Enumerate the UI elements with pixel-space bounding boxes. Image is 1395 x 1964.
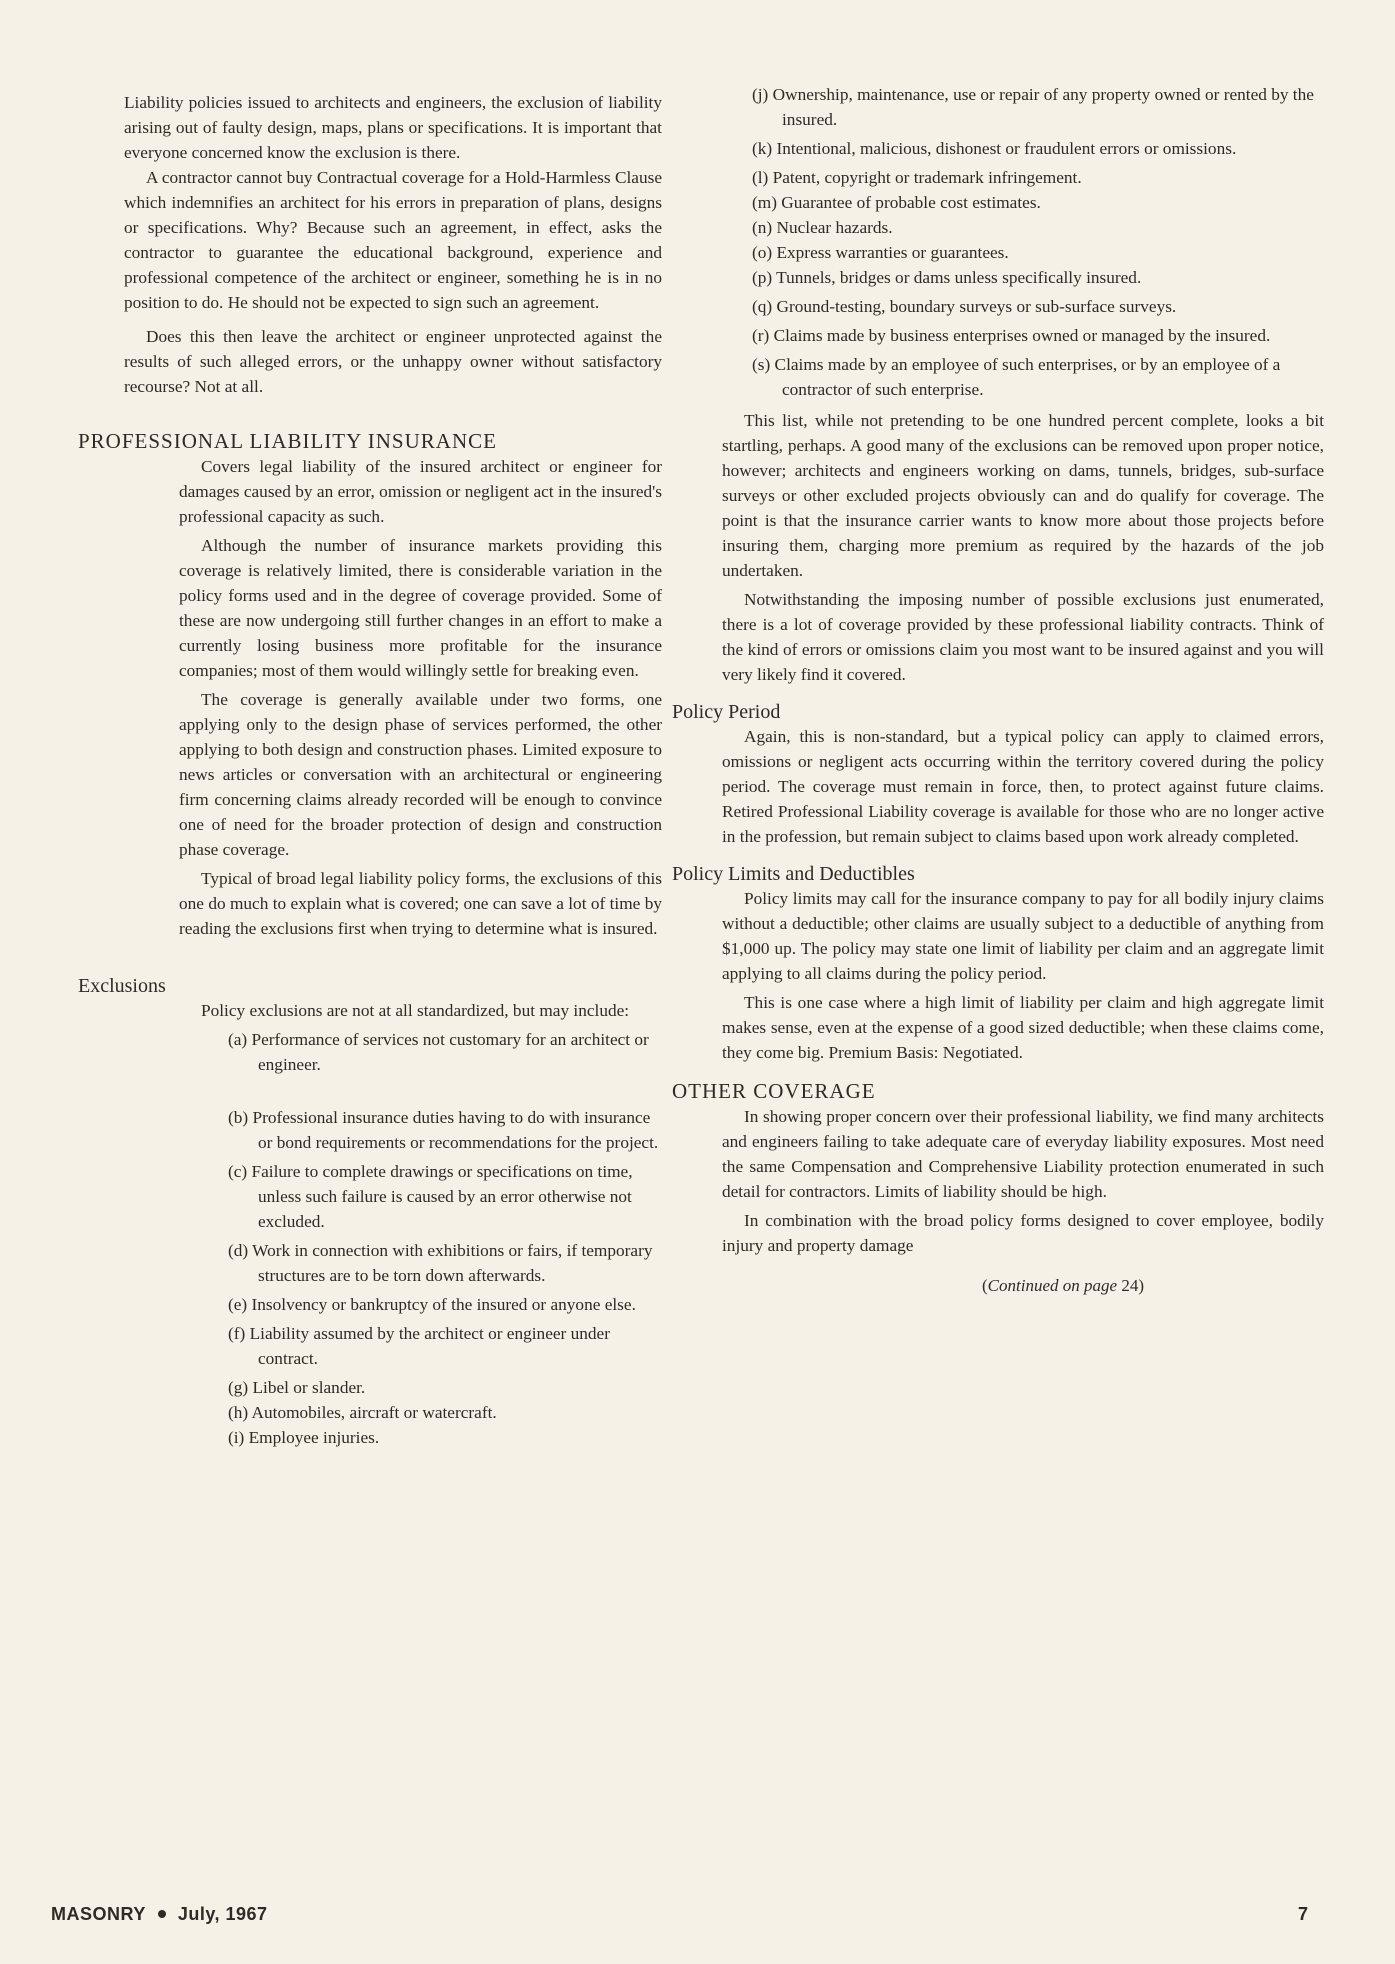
- list-item: (c) Failure to complete drawings or specifications on time, unless such failure is caused by an error otherwise not excluded.: [228, 1162, 633, 1231]
- professional-paragraph-3: The coverage is generally available under two forms, one applying only to the design phase of services performed, the other applying to both design and construction phases. Limited exposure to news articles or conversation with an architectural or engineering firm concerning claims already recorded will be enough to convince one of need for the broader protection of design and construction phase coverage.: [179, 690, 662, 859]
- right-column: [672, 82, 1324, 1296]
- after-list-paragraph-2: Notwithstanding the imposing number of possible exclusions just enumerated, there is a lot of coverage provided by these professional liability contracts. Think of the kind of errors or omissions claim you most want to be insured against and you will very likely find it covered.: [722, 590, 1324, 684]
- exclusions-heading: Exclusions: [78, 975, 166, 997]
- professional-paragraph-2: Although the number of insurance markets providing this coverage is relatively limited, there is considerable variation in the policy forms used and in the degree of coverage provided. Some of these are now undergoing still further changes in an effort to make a currently losing business more profitable for the insurance companies; most of them would willingly settle for breaking even.: [179, 536, 662, 680]
- intro-paragraph-1: Liability policies issued to architects and engineers, the exclusion of liability arising out of faulty design, maps, plans or specifications. It is important that everyone concerned know the exclusion is there.: [124, 93, 662, 162]
- list-item: (b) Professional insurance duties having to do with insurance or bond requirements or recommendations for the project.: [228, 1108, 659, 1152]
- list-item: (d) Work in connection with exhibitions or fairs, if temporary structures are to be torn down afterwards.: [228, 1241, 653, 1285]
- other-coverage-paragraph-1: In showing proper concern over their professional liability, we find many architects and engineers failing to take adequate care of everyday liability exposures. Most need the same Compensation and Comprehensive Liability protection enumerated in such detail for contractors. Limits of liability should be high.: [722, 1107, 1324, 1201]
- exclusions-section: [179, 998, 662, 1023]
- list-item: (n) Nuclear hazards.: [752, 218, 893, 237]
- bullet-icon: [158, 1910, 166, 1918]
- list-item: (l) Patent, copyright or trademark infringement.: [752, 168, 1082, 187]
- list-item: (h) Automobiles, aircraft or watercraft.: [228, 1403, 497, 1422]
- list-item: (g) Libel or slander.: [228, 1378, 366, 1397]
- professional-liability-heading: PROFESSIONAL LIABILITY INSURANCE: [78, 429, 497, 453]
- policy-period-heading: Policy Period: [672, 701, 781, 723]
- list-item: (o) Express warranties or guarantees.: [752, 243, 1009, 262]
- left-column: [78, 90, 662, 1450]
- policy-limits-heading: Policy Limits and Deductibles: [672, 863, 915, 885]
- page-number: 7: [1297, 1904, 1308, 1924]
- exclusions-list-left: [228, 1027, 662, 1450]
- issue-date: July, 1967: [177, 1904, 268, 1924]
- policy-period-paragraph: Again, this is non-standard, but a typical policy can apply to claimed errors, omissions or negligent acts occurring within the territory covered during the policy period. The coverage must remain in force, then, to protect against future claims. Retired Professional Liability coverage is available for those who are no longer active in the profession, but remain subject to claims based upon work already completed.: [722, 727, 1324, 846]
- exclusions-list-right: [752, 82, 1324, 402]
- page-footer: [0, 1904, 1395, 1944]
- continued-note: (Continued on page 24): [982, 1276, 1144, 1295]
- professional-paragraph-1: Covers legal liability of the insured architect or engineer for damages caused by an error, omission or negligent act in the insured's professional capacity as such.: [179, 457, 662, 526]
- list-item: (j) Ownership, maintenance, use or repair of any property owned or rented by the insured.: [752, 85, 1314, 129]
- professional-liability-section: [179, 454, 662, 941]
- footer-masthead: [51, 1904, 268, 1925]
- list-item: (f) Liability assumed by the architect or engineer under contract.: [228, 1324, 610, 1368]
- list-item: (m) Guarantee of probable cost estimates.: [752, 193, 1041, 212]
- list-item: (e) Insolvency or bankruptcy of the insured or anyone else.: [228, 1295, 636, 1314]
- list-item: (i) Employee injuries.: [228, 1428, 380, 1447]
- list-item: (p) Tunnels, bridges or dams unless specifically insured.: [752, 268, 1142, 287]
- professional-paragraph-4: Typical of broad legal liability policy forms, the exclusions of this one do much to explain what is covered; one can save a lot of time by reading the exclusions first when trying to determine what is insured.: [179, 869, 662, 938]
- after-list-section: [722, 408, 1324, 687]
- after-list-paragraph-1: This list, while not pretending to be one hundred percent complete, looks a bit startling, perhaps. A good many of the exclusions can be removed upon proper notice, however; architects and engineers working on dams, tunnels, bridges, sub-surface surveys or other excluded projects obviously can and do qualify for coverage. The point is that the insurance carrier wants to know more about those projects before insuring them, charging more premium as required by the hazards of the job undertaken.: [722, 411, 1324, 580]
- list-item: (a) Performance of services not customary for an architect or engineer.: [228, 1030, 649, 1074]
- continued-label: Continued on page: [987, 1276, 1118, 1295]
- list-item: (s) Claims made by an employee of such enterprises, or by an employee of a contractor of such enterprise.: [752, 355, 1281, 399]
- magazine-name: MASONRY: [51, 1904, 146, 1924]
- intro-paragraph-3: Does this then leave the architect or engineer unprotected against the results of such alleged errors, or the unhappy owner without satisfactory recourse? Not at all.: [124, 327, 662, 396]
- other-coverage-heading: OTHER COVERAGE: [672, 1079, 876, 1103]
- list-item: (q) Ground-testing, boundary surveys or sub-surface surveys.: [752, 297, 1177, 316]
- policy-limits-paragraph-2: This is one case where a high limit of liability per claim and high aggregate limit makes sense, even at the expense of a good sized deductible; when these claims come, they come big. Premium Basis: Negotiated.: [722, 993, 1324, 1062]
- other-coverage-paragraph-2: In combination with the broad policy forms designed to cover employee, bodily injury and property damage: [722, 1211, 1324, 1255]
- continued-page-number: 24: [1121, 1276, 1139, 1295]
- intro-paragraph-2: A contractor cannot buy Contractual coverage for a Hold-Harmless Clause which indemnifies an architect for his errors in preparation of plans, designs or specifications. Why? Because such an agreement, in effect, asks the contractor to guarantee the educational background, experience and professional competence of the architect or engineer, something he is in no position to do. He should not be expected to sign such an agreement.: [124, 168, 662, 312]
- list-item: (r) Claims made by business enterprises owned or managed by the insured.: [752, 326, 1271, 345]
- exclusions-intro: Policy exclusions are not at all standardized, but may include:: [201, 1001, 630, 1020]
- policy-limits-paragraph-1: Policy limits may call for the insurance company to pay for all bodily injury claims without a deductible; other claims are usually subject to a deductible of anything from $1,000 up. The policy may state one limit of liability per claim and an aggregate limit applying to all claims during the policy period.: [722, 889, 1324, 983]
- list-item: (k) Intentional, malicious, dishonest or fraudulent errors or omissions.: [752, 139, 1237, 158]
